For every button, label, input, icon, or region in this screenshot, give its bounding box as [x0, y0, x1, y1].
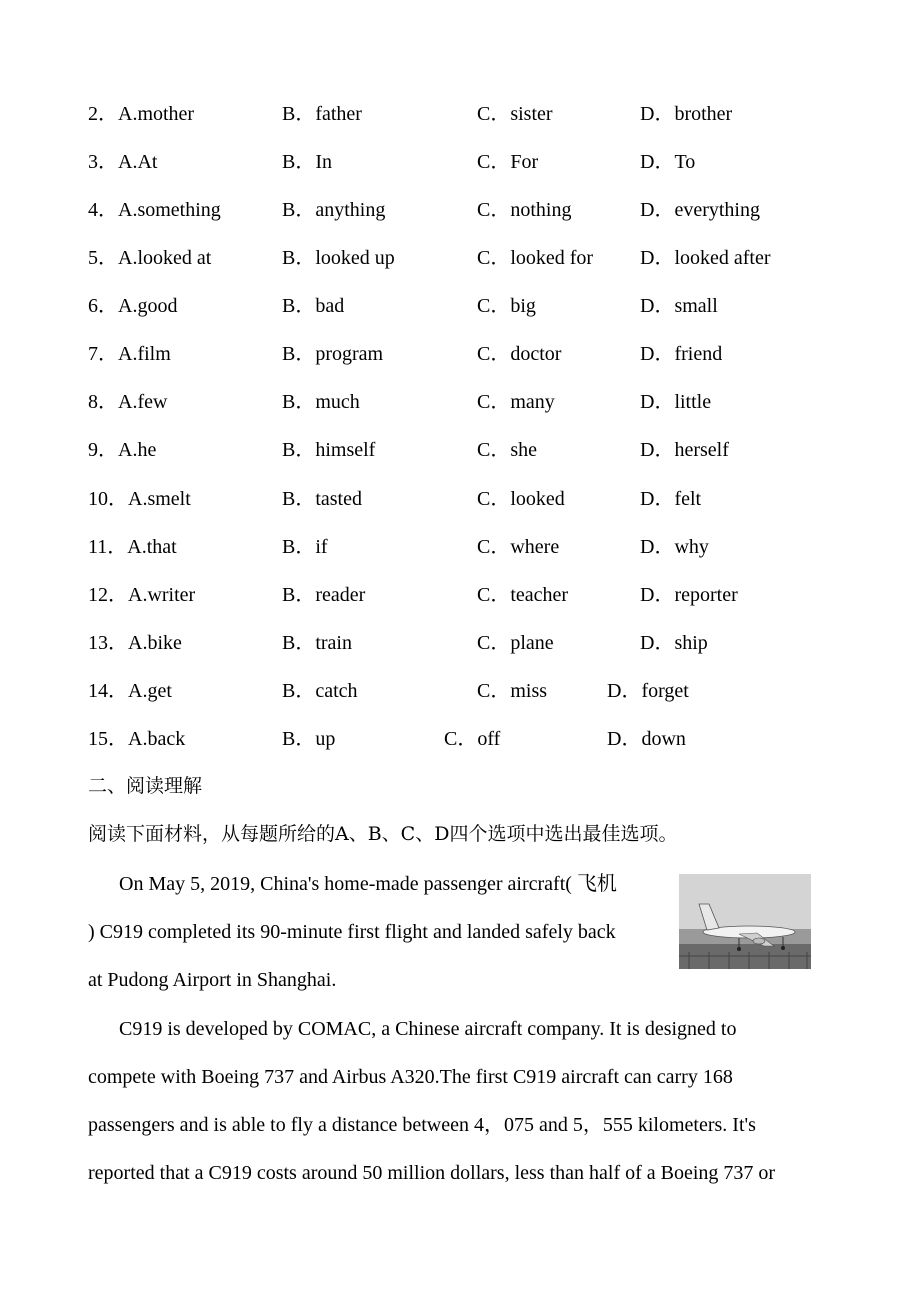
question-row-3 [0, 152, 920, 178]
question-row-14 [0, 681, 920, 707]
option-d: D．brother [640, 103, 733, 125]
passage-line: On May 5, 2019, China's home-made passenger aircraft( 飞机 [119, 873, 617, 895]
option-a: 5．A.looked at [88, 247, 212, 269]
option-a: 14．A.get [88, 680, 172, 702]
option-d: D．friend [640, 343, 723, 365]
option-a: 13．A.bike [88, 632, 182, 654]
option-c: C．big [477, 295, 536, 317]
option-a: 10．A.smelt [88, 488, 191, 510]
option-a: 15．A.back [88, 728, 186, 750]
passage-line: passengers and is able to fly a distance between 4，075 and 5，555 kilometers. It's [88, 1114, 756, 1136]
passage-line: reported that a C919 costs around 50 million dollars, less than half of a Boeing 737 or [88, 1162, 776, 1184]
option-b: B．anything [282, 199, 386, 221]
option-d: D．why [640, 536, 709, 558]
option-d: D．ship [640, 632, 708, 654]
option-d: D．small [640, 295, 718, 317]
passage-line: C919 is developed by COMAC, a Chinese aircraft company. It is designed to [119, 1018, 737, 1040]
option-c: C．miss [477, 680, 548, 702]
option-a: 11．A.that [88, 536, 177, 558]
question-row-6 [0, 296, 920, 322]
option-a: 9．A.he [88, 439, 157, 461]
option-b: B．father [282, 103, 362, 125]
option-a: 4．A.something [88, 199, 221, 221]
question-row-4 [0, 200, 920, 226]
option-b: B．much [282, 391, 360, 413]
option-b: B．bad [282, 295, 345, 317]
option-d: D．reporter [640, 584, 738, 606]
option-b: B．catch [282, 680, 358, 702]
option-a: 12．A.writer [88, 584, 196, 606]
aircraft-photo [679, 874, 811, 969]
option-d: D．forget [607, 680, 689, 702]
option-c: C．looked [477, 488, 565, 510]
option-a: 2．A.mother [88, 103, 195, 125]
option-c: C．where [477, 536, 560, 558]
option-c: C．teacher [477, 584, 569, 606]
section-title: 二、阅读理解 [88, 775, 203, 797]
option-b: B．program [282, 343, 384, 365]
option-d: D．felt [640, 488, 702, 510]
option-d: D．looked after [640, 247, 771, 269]
option-a: 3．A.At [88, 151, 158, 173]
passage-line: compete with Boeing 737 and Airbus A320.The first C919 aircraft can carry 168 [88, 1066, 733, 1088]
passage-line: at Pudong Airport in Shanghai. [88, 969, 337, 991]
airplane-icon [679, 874, 811, 969]
option-a: 7．A.film [88, 343, 171, 365]
option-d: D．To [640, 151, 696, 173]
question-row-10 [0, 489, 920, 515]
option-b: B．looked up [282, 247, 395, 269]
option-b: B．up [282, 728, 336, 750]
option-a: 6．A.good [88, 295, 178, 317]
question-row-9 [0, 440, 920, 466]
option-c: C．For [477, 151, 539, 173]
option-b: B．reader [282, 584, 366, 606]
option-c: C．many [477, 391, 555, 413]
option-d: D．everything [640, 199, 760, 221]
question-row-11 [0, 537, 920, 563]
option-b: B．In [282, 151, 332, 173]
question-row-7 [0, 344, 920, 370]
option-a: 8．A.few [88, 391, 168, 413]
option-d: D．little [640, 391, 712, 413]
option-c: C．nothing [477, 199, 572, 221]
option-c: C．sister [477, 103, 553, 125]
instruction: 阅读下面材料，从每题所给的A、B、C、D四个选项中选出最佳选项。 [88, 823, 678, 845]
option-c: C．plane [477, 632, 554, 654]
question-row-12 [0, 585, 920, 611]
question-row-8 [0, 392, 920, 418]
option-c: C．looked for [477, 247, 594, 269]
option-b: B．train [282, 632, 352, 654]
option-d: D．down [607, 728, 686, 750]
option-d: D．herself [640, 439, 729, 461]
option-c: C．she [477, 439, 537, 461]
option-b: B．himself [282, 439, 376, 461]
passage-line: ) C919 completed its 90-minute first flight and landed safely back [88, 921, 616, 943]
option-c: C．doctor [477, 343, 562, 365]
option-b: B．tasted [282, 488, 362, 510]
question-row-2 [0, 104, 920, 130]
question-row-5 [0, 248, 920, 274]
question-row-15 [0, 729, 920, 755]
option-b: B．if [282, 536, 328, 558]
question-row-13 [0, 633, 920, 659]
option-c: C．off [444, 728, 501, 750]
